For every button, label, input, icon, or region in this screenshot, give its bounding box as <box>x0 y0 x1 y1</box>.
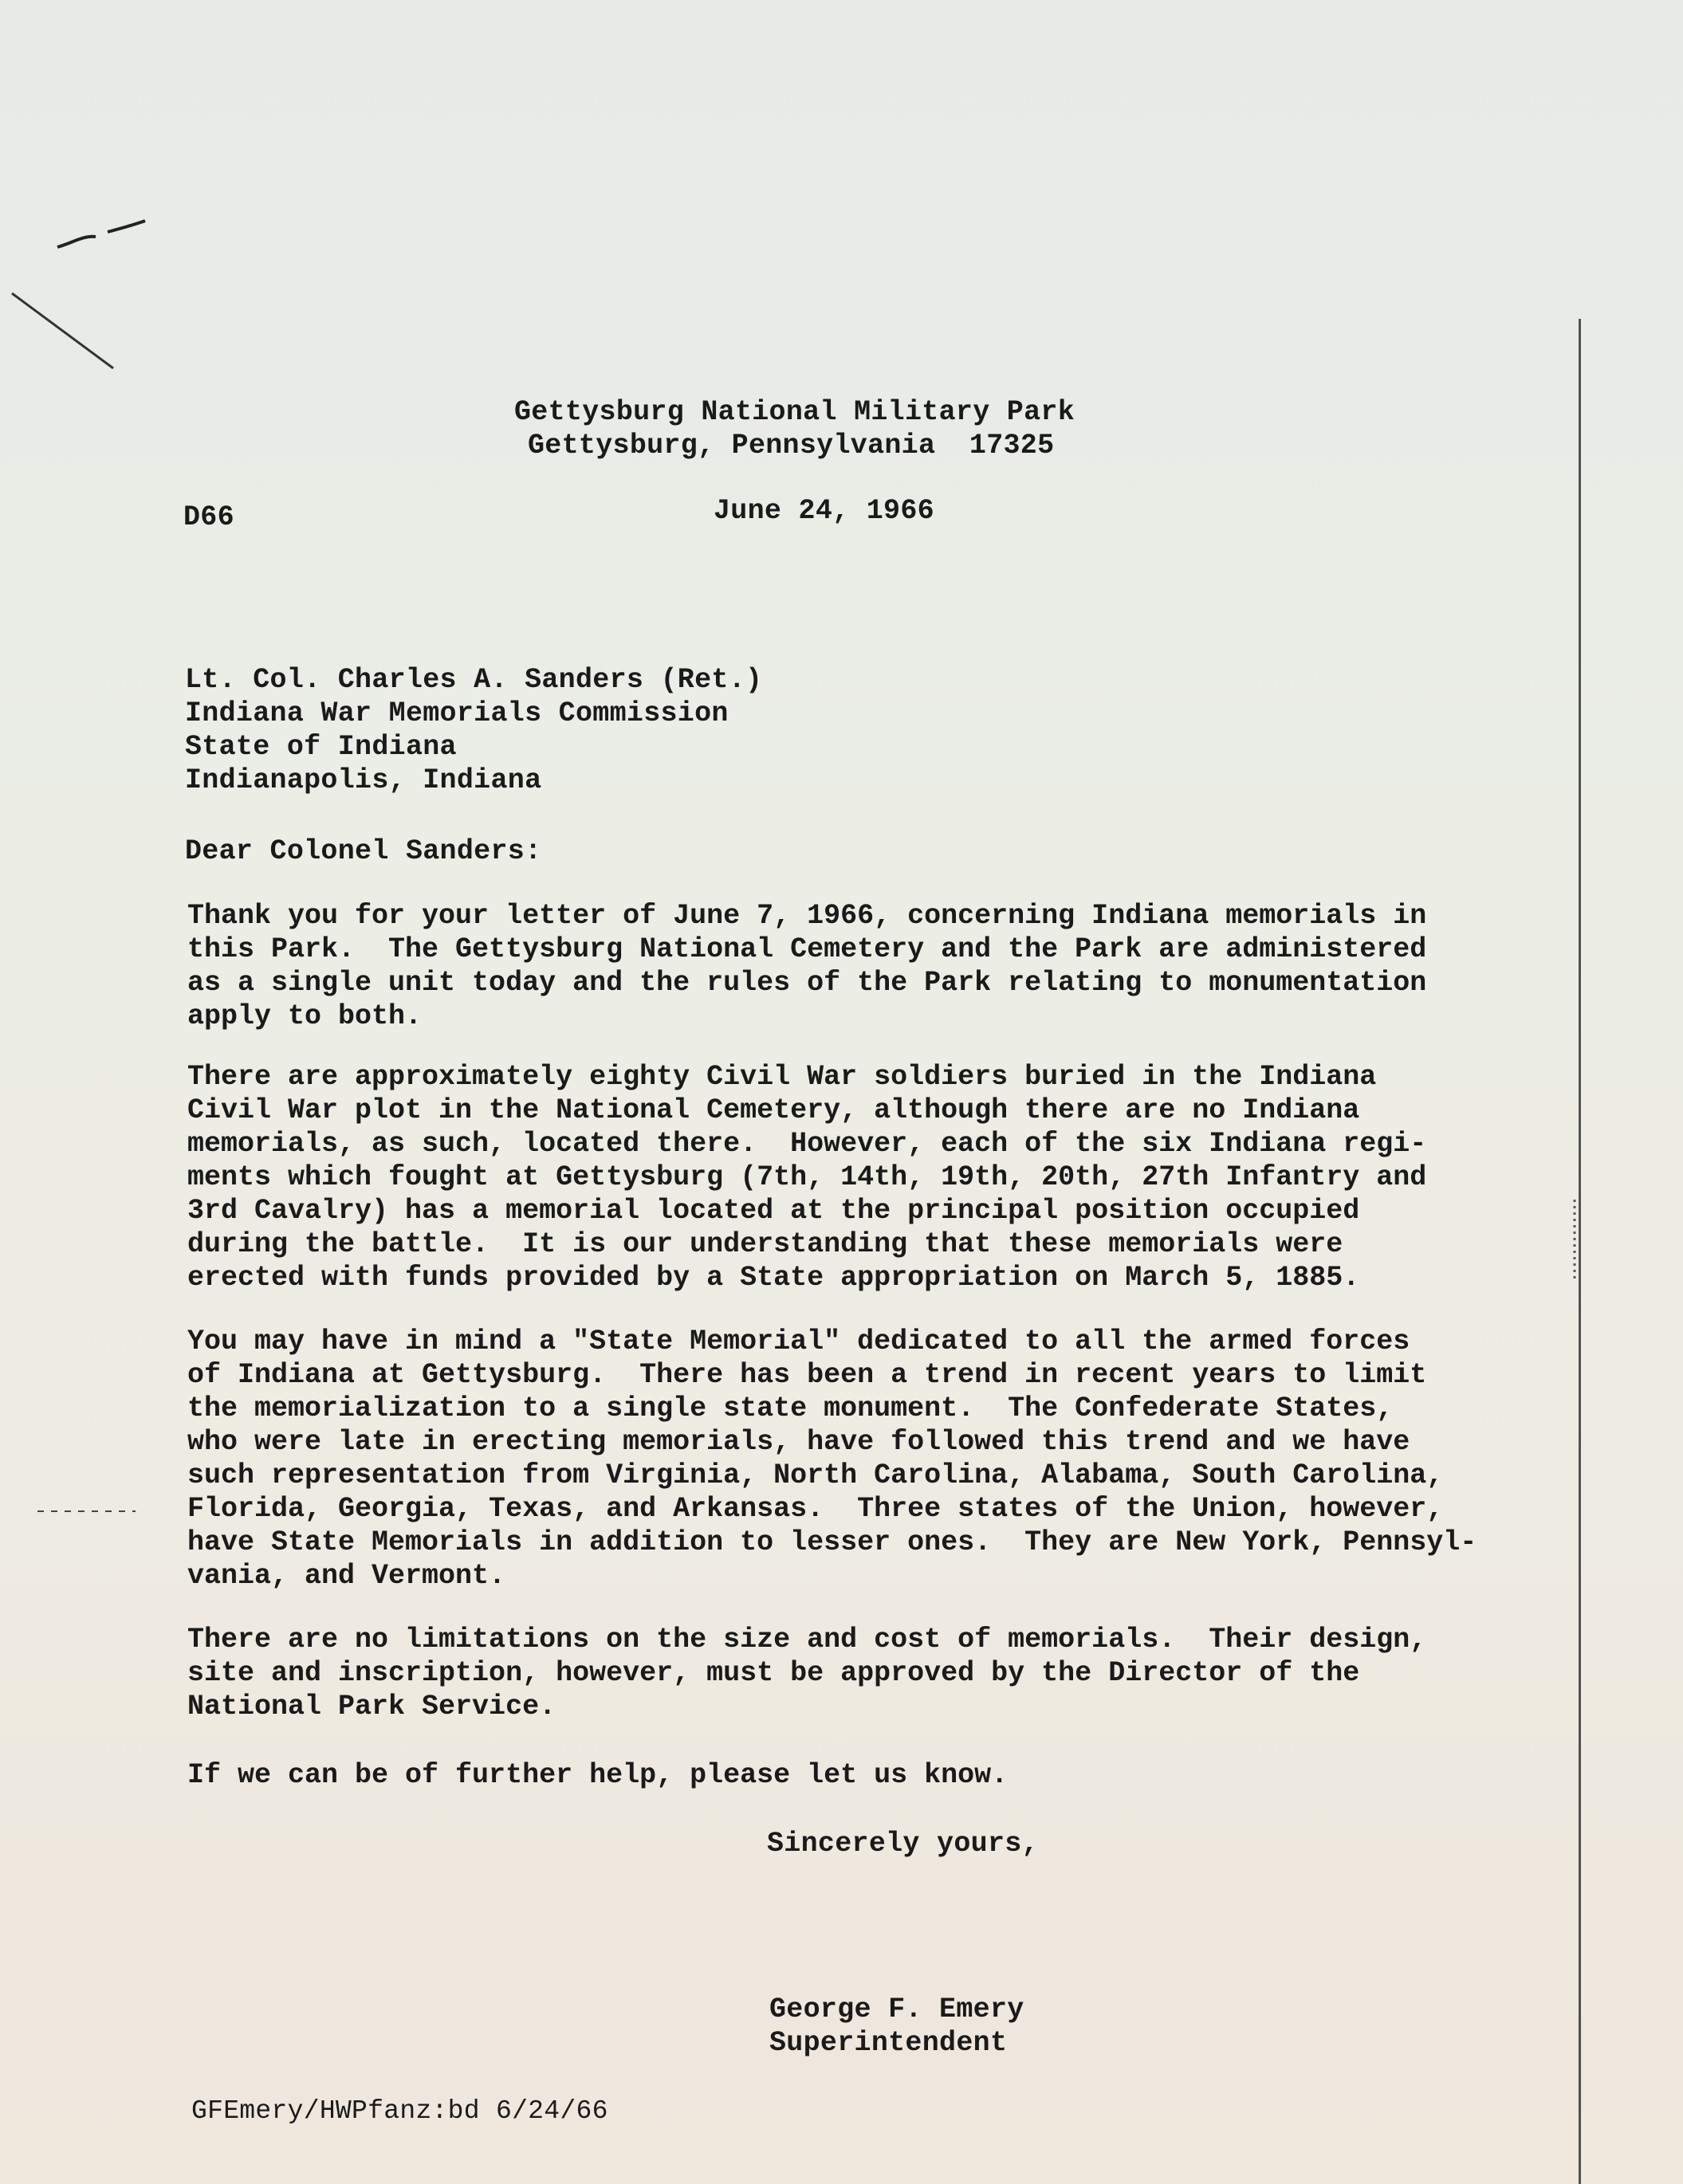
body-line: site and inscription, however, must be approved by the Director of the <box>187 1657 1360 1689</box>
file-code: D66 <box>183 501 234 533</box>
typist-reference: GFEmery/HWPfanz:bd 6/24/66 <box>191 2096 608 2126</box>
body-line: National Park Service. <box>187 1691 556 1722</box>
body-line: vania, and Vermont. <box>187 1560 506 1592</box>
body-line: Florida, Georgia, Texas, and Arkansas. Three states of the Union, however, <box>187 1493 1444 1525</box>
pen-mark-icon <box>48 203 159 259</box>
recipient-organization: Indiana War Memorials Commission <box>185 697 729 729</box>
body-line: If we can be of further help, please let us know. <box>187 1759 1009 1791</box>
signatory-name: George F. Emery <box>769 1993 1024 2025</box>
body-paragraph-2 <box>187 1060 1463 1294</box>
salutation: Dear Colonel Sanders: <box>185 835 542 867</box>
dotted-mark-icon <box>36 1506 140 1516</box>
diagonal-line-icon <box>8 287 120 375</box>
letterhead-line2: Gettysburg, Pennsylvania 17325 <box>528 430 1055 462</box>
letter-date: June 24, 1966 <box>714 495 934 527</box>
letterhead-line1: Gettysburg National Military Park <box>514 396 1075 428</box>
body-line: apply to both. <box>187 1000 423 1032</box>
speckle-mark-icon <box>1563 1196 1587 1283</box>
body-paragraph-1 <box>187 899 1463 1033</box>
body-line: the memorialization to a single state monument. The Confederate States, <box>187 1392 1394 1424</box>
body-line: of Indiana at Gettysburg. There has been a trend in recent years to limit <box>187 1359 1427 1391</box>
body-paragraph-3 <box>187 1325 1477 1593</box>
page-edge-line <box>1579 319 1581 2184</box>
closing: Sincerely yours, <box>767 1828 1039 1860</box>
body-line: such representation from Virginia, North Carolina, Alabama, South Carolina, <box>187 1459 1444 1491</box>
body-line: You may have in mind a "State Memorial" dedicated to all the armed forces <box>187 1326 1410 1357</box>
body-line: There are no limitations on the size and cost of memorials. Their design, <box>187 1624 1427 1656</box>
body-line: Civil War plot in the National Cemetery, although there are no Indiana <box>187 1094 1360 1126</box>
body-line: There are approximately eighty Civil War soldiers buried in the Indiana <box>187 1061 1377 1093</box>
body-line: Thank you for your letter of June 7, 1966, concerning Indiana memorials in <box>187 900 1427 932</box>
recipient-state: State of Indiana <box>185 731 457 763</box>
body-line: as a single unit today and the rules of the Park relating to monumentation <box>187 967 1427 999</box>
body-line: erected with funds provided by a State appropriation on March 5, 1885. <box>187 1262 1360 1294</box>
body-line: this Park. The Gettysburg National Cemetery and the Park are administered <box>187 933 1427 965</box>
body-line: ments which fought at Gettysburg (7th, 14th, 19th, 20th, 27th Infantry and <box>187 1161 1427 1193</box>
signatory-title: Superintendent <box>769 2027 1008 2059</box>
body-line: who were late in erecting memorials, have followed this trend and we have <box>187 1426 1410 1458</box>
body-paragraph-5 <box>187 1758 1463 1792</box>
recipient-city: Indianapolis, Indiana <box>185 764 542 796</box>
body-line: 3rd Cavalry) has a memorial located at the principal position occupied <box>187 1195 1360 1227</box>
body-line: memorials, as such, located there. However, each of the six Indiana regi- <box>187 1128 1427 1160</box>
body-line: have State Memorials in addition to lesser ones. They are New York, Pennsyl- <box>187 1526 1477 1558</box>
recipient-name: Lt. Col. Charles A. Sanders (Ret.) <box>185 664 763 696</box>
body-paragraph-4 <box>187 1623 1463 1723</box>
body-line: during the battle. It is our understanding that these memorials were <box>187 1228 1343 1260</box>
